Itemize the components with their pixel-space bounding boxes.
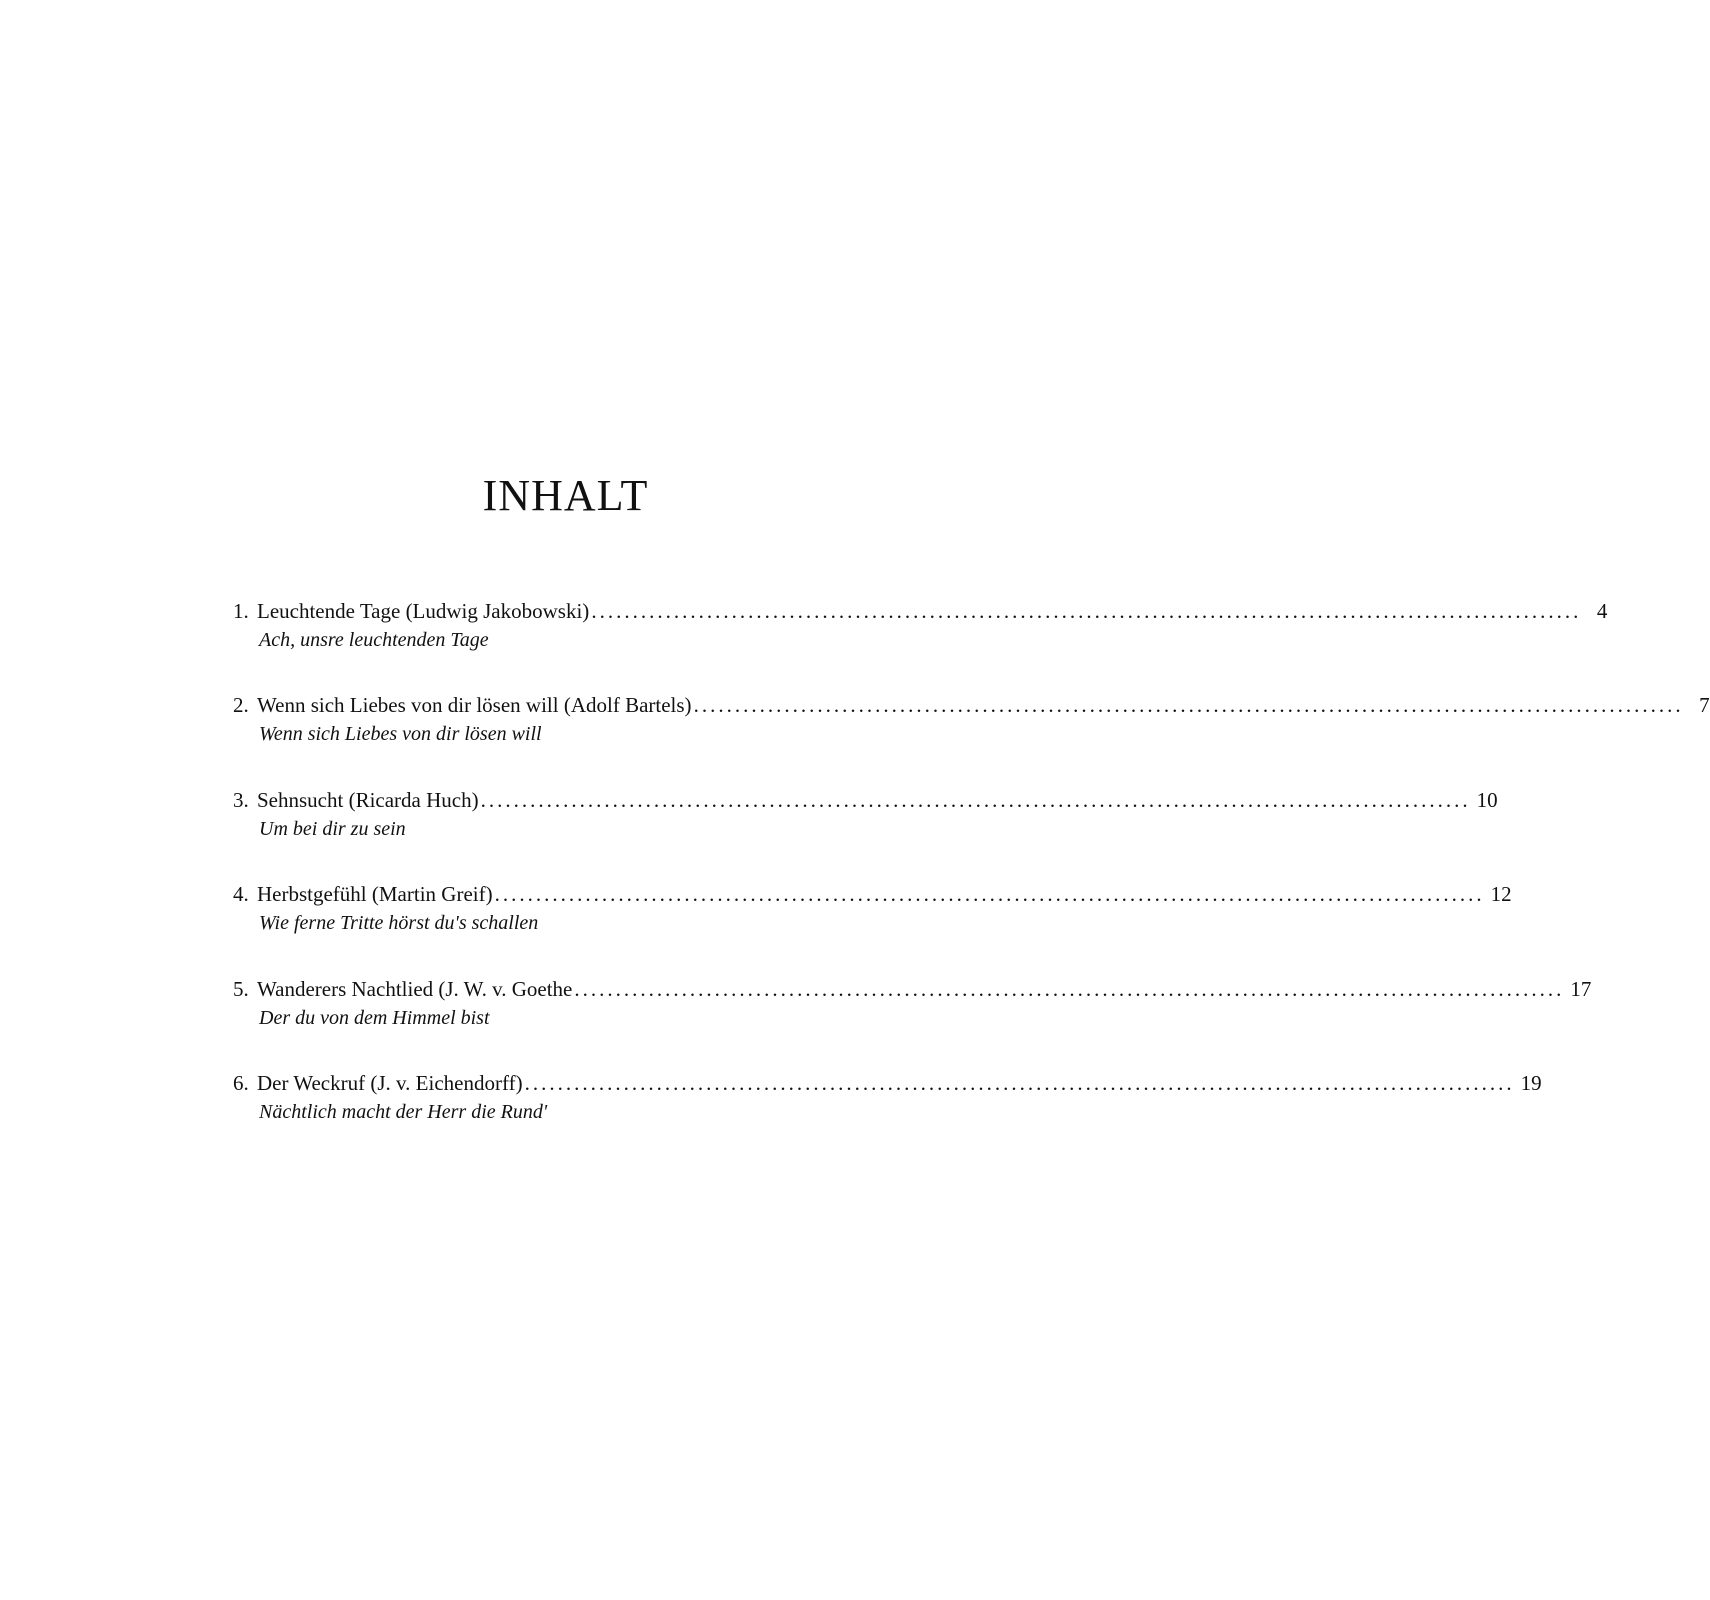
toc-entry-line — [233, 596, 1608, 626]
toc-entry-3 — [233, 785, 1498, 843]
entry-number: 6. — [233, 1071, 249, 1095]
entry-incipit: Der du von dem Himmel bist — [259, 1007, 490, 1029]
toc-entry-4 — [233, 879, 1512, 937]
dot-leader: ........................................................................................................................ — [693, 693, 1684, 717]
entry-page-number: 19 — [1520, 1071, 1542, 1095]
entry-incipit: Wenn sich Liebes von dir lösen will — [259, 723, 542, 745]
entry-page-number: 7 — [1699, 693, 1710, 717]
entry-page-number: 4 — [1596, 599, 1608, 623]
entry-title: Wanderers Nachtlied (J. W. v. Goethe — [257, 977, 573, 1001]
entry-number: 5. — [233, 977, 249, 1001]
entry-incipit: Nächtlich macht der Herr die Rund' — [259, 1101, 548, 1123]
entry-title: Wenn sich Liebes von dir lösen will (Adolf Bartels) — [257, 693, 692, 717]
entry-page-number: 10 — [1476, 788, 1498, 812]
entry-incipit: Um bei dir zu sein — [259, 818, 406, 840]
toc-entry-5 — [233, 974, 1592, 1032]
dot-leader: ........................................................................................................................ — [494, 882, 1485, 906]
toc-entry-6 — [233, 1068, 1542, 1126]
entry-incipit: Wie ferne Tritte hörst du's schallen — [259, 912, 539, 934]
toc-entry-line — [233, 974, 1592, 1004]
entry-number: 1. — [233, 599, 249, 623]
entry-title: Herbstgefühl (Martin Greif) — [257, 882, 493, 906]
toc-entry-2 — [233, 690, 1710, 748]
entry-number: 4. — [233, 882, 249, 906]
toc-entry-line — [233, 690, 1710, 720]
dot-leader: ........................................................................................................................ — [591, 599, 1582, 623]
toc-entry-line — [233, 1068, 1542, 1098]
entry-number: 2. — [233, 693, 249, 717]
toc-entry-line — [233, 785, 1498, 815]
dot-leader: ........................................................................................................................ — [524, 1071, 1515, 1095]
dot-leader: ........................................................................................................................ — [574, 977, 1565, 1001]
toc-entry-line — [233, 879, 1512, 909]
entry-title: Leuchtende Tage (Ludwig Jakobowski) — [257, 599, 590, 623]
entry-incipit: Ach, unsre leuchtenden Tage — [259, 629, 489, 651]
entry-page-number: 12 — [1490, 882, 1512, 906]
toc-entry-1 — [233, 596, 1608, 654]
entry-title: Der Weckruf (J. v. Eichendorff) — [257, 1071, 523, 1095]
entry-page-number: 17 — [1570, 977, 1592, 1001]
entry-number: 3. — [233, 788, 249, 812]
dot-leader: ........................................................................................................................ — [480, 788, 1471, 812]
page-title: INHALT — [482, 471, 649, 521]
entry-title: Sehnsucht (Ricarda Huch) — [257, 788, 479, 812]
